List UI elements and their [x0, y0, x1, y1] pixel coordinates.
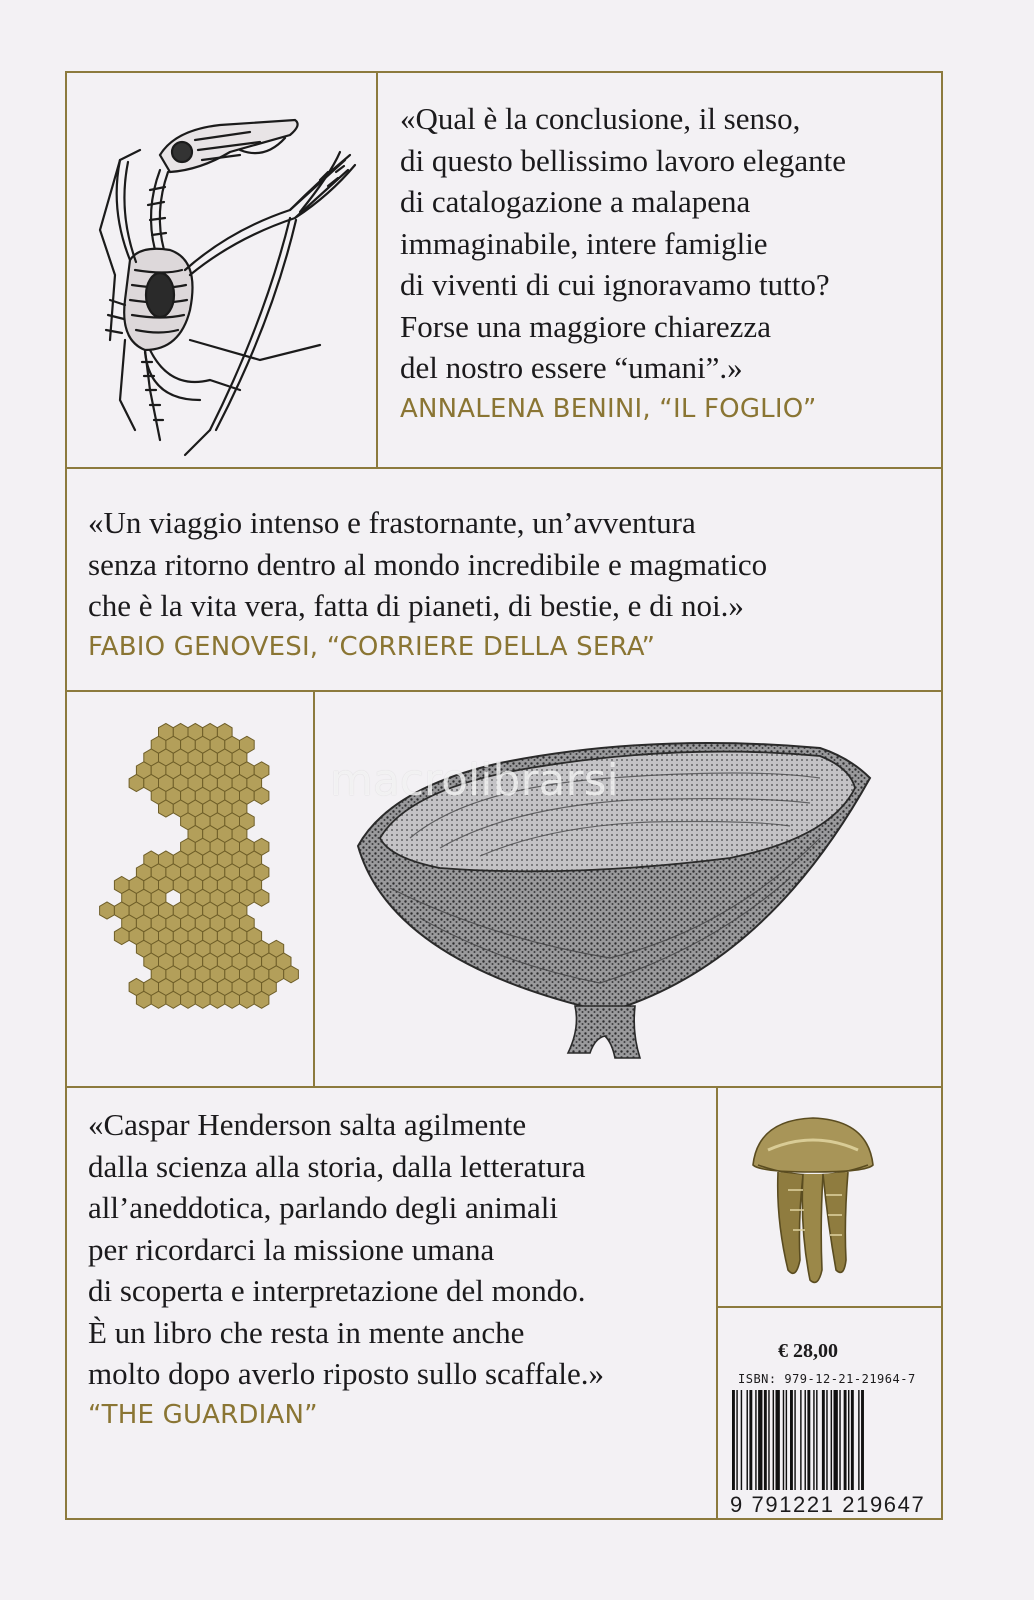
- honeycomb-cell: [210, 991, 225, 1008]
- quote-2-line: senza ritorno dentro al mondo incredibile e magmatico: [88, 546, 768, 582]
- barcode-bar: [776, 1390, 780, 1490]
- honeycomb-cell: [114, 928, 129, 945]
- barcode-bar: [813, 1390, 814, 1490]
- barcode-bar: [800, 1390, 801, 1490]
- divider-v3: [716, 1086, 718, 1520]
- quote-2-attribution: FABIO GENOVESI, “CORRIERE DELLA SERA”: [88, 631, 656, 662]
- barcode-bar: [783, 1390, 784, 1490]
- honeycomb-cell: [166, 991, 181, 1008]
- barcode-bar: [839, 1390, 840, 1490]
- quote-3-line: dalla scienza alla storia, dalla letteratura: [88, 1148, 586, 1184]
- quote-1-line: di questo bellissimo lavoro elegante: [400, 142, 846, 178]
- honeycomb-cell: [136, 991, 151, 1008]
- quote-3-line: È un libro che resta in mente anche: [88, 1314, 525, 1350]
- quote-1-line: del nostro essere “umani”.»: [400, 350, 743, 385]
- honeycomb-cell: [254, 787, 269, 804]
- quote-2-line: che è la vita vera, fatta di pianeti, di bestie, e di noi.»: [88, 588, 744, 623]
- barcode-bar: [794, 1390, 795, 1490]
- barcode-bar: [764, 1390, 767, 1490]
- honeycomb-cell: [254, 991, 269, 1008]
- barcode-bar: [749, 1390, 752, 1490]
- isbn-label: ISBN: 979-12-21-21964-7: [738, 1372, 916, 1386]
- barcode-bar: [851, 1390, 854, 1490]
- barcode-bar: [747, 1390, 748, 1490]
- divider-3: [65, 1086, 943, 1088]
- divider-v1: [376, 71, 378, 468]
- jellyfish-icon: [748, 1110, 878, 1290]
- barcode-bar: [786, 1390, 787, 1490]
- divider-2: [65, 690, 943, 692]
- barcode-bar: [773, 1390, 774, 1490]
- honeycomb-cell: [151, 991, 166, 1008]
- barcode-bar: [831, 1390, 832, 1490]
- quote-3: [88, 1104, 604, 1436]
- divider-price: [716, 1306, 943, 1308]
- quote-3-line: all’aneddotica, parlando degli animali: [88, 1190, 558, 1225]
- honeycomb-cells-icon: [95, 720, 295, 1060]
- quote-3-line: per ricordarci la missione umana: [88, 1231, 495, 1267]
- quote-1-line: Forse una maggiore chiarezza: [400, 308, 771, 344]
- watermark: macrolibrarsi: [330, 755, 619, 806]
- barcode: [732, 1390, 922, 1490]
- barcode-bar: [848, 1390, 849, 1490]
- quote-3-line: «Caspar Henderson salta agilmente: [88, 1107, 527, 1142]
- honeycomb-cell: [225, 991, 240, 1008]
- barcode-bar: [805, 1390, 806, 1490]
- quote-1-line: di catalogazione a malapena: [400, 184, 751, 219]
- barcode-bar: [822, 1390, 825, 1490]
- honeycomb-cell: [254, 889, 269, 906]
- barcode-bar: [861, 1390, 864, 1490]
- divider-1: [65, 467, 943, 469]
- quote-3-attribution: “THE GUARDIAN”: [88, 1399, 318, 1430]
- barcode-bar: [826, 1390, 827, 1490]
- quote-1-attribution: ANNALENA BENINI, “IL FOGLIO”: [400, 393, 817, 424]
- quote-2-line: «Un viaggio intenso e frastornante, un’avventura: [88, 505, 696, 540]
- pterosaur-skeleton-icon: [90, 100, 360, 460]
- quote-3-line: di scoperta e interpretazione del mondo.: [88, 1273, 586, 1308]
- quote-1-line: immaginabile, intere famiglie: [400, 225, 768, 261]
- barcode-bar: [741, 1390, 742, 1490]
- barcode-bar: [768, 1390, 769, 1490]
- quote-1: [400, 98, 846, 430]
- honeycomb-cell: [284, 966, 299, 983]
- barcode-bar: [816, 1390, 817, 1490]
- honeycomb-cell: [181, 991, 196, 1008]
- honeycomb-cell: [195, 991, 210, 1008]
- honeycomb-cell: [159, 800, 174, 817]
- quote-3-line: molto dopo averlo riposto sullo scaffale.»: [88, 1356, 604, 1391]
- honeycomb-cell: [129, 775, 144, 792]
- quote-1-line: «Qual è la conclusione, il senso,: [400, 101, 801, 136]
- honeycomb-cell: [240, 991, 255, 1008]
- quote-2: [88, 502, 767, 668]
- price-label: € 28,00: [778, 1340, 838, 1362]
- barcode-bar: [844, 1390, 847, 1490]
- honeycomb-cell: [100, 902, 115, 919]
- divider-v2: [313, 690, 315, 1087]
- barcode-bar: [736, 1390, 737, 1490]
- quote-1-line: di viventi di cui ignoravamo tutto?: [400, 267, 830, 302]
- barcode-bar: [858, 1390, 859, 1490]
- barcode-bar: [758, 1390, 762, 1490]
- barcode-number: 9 791221 219647: [730, 1492, 926, 1517]
- barcode-bar: [732, 1390, 735, 1490]
- barcode-bar: [755, 1390, 756, 1490]
- barcode-bar: [834, 1390, 838, 1490]
- barcode-bar: [807, 1390, 810, 1490]
- barcode-bar: [790, 1390, 793, 1490]
